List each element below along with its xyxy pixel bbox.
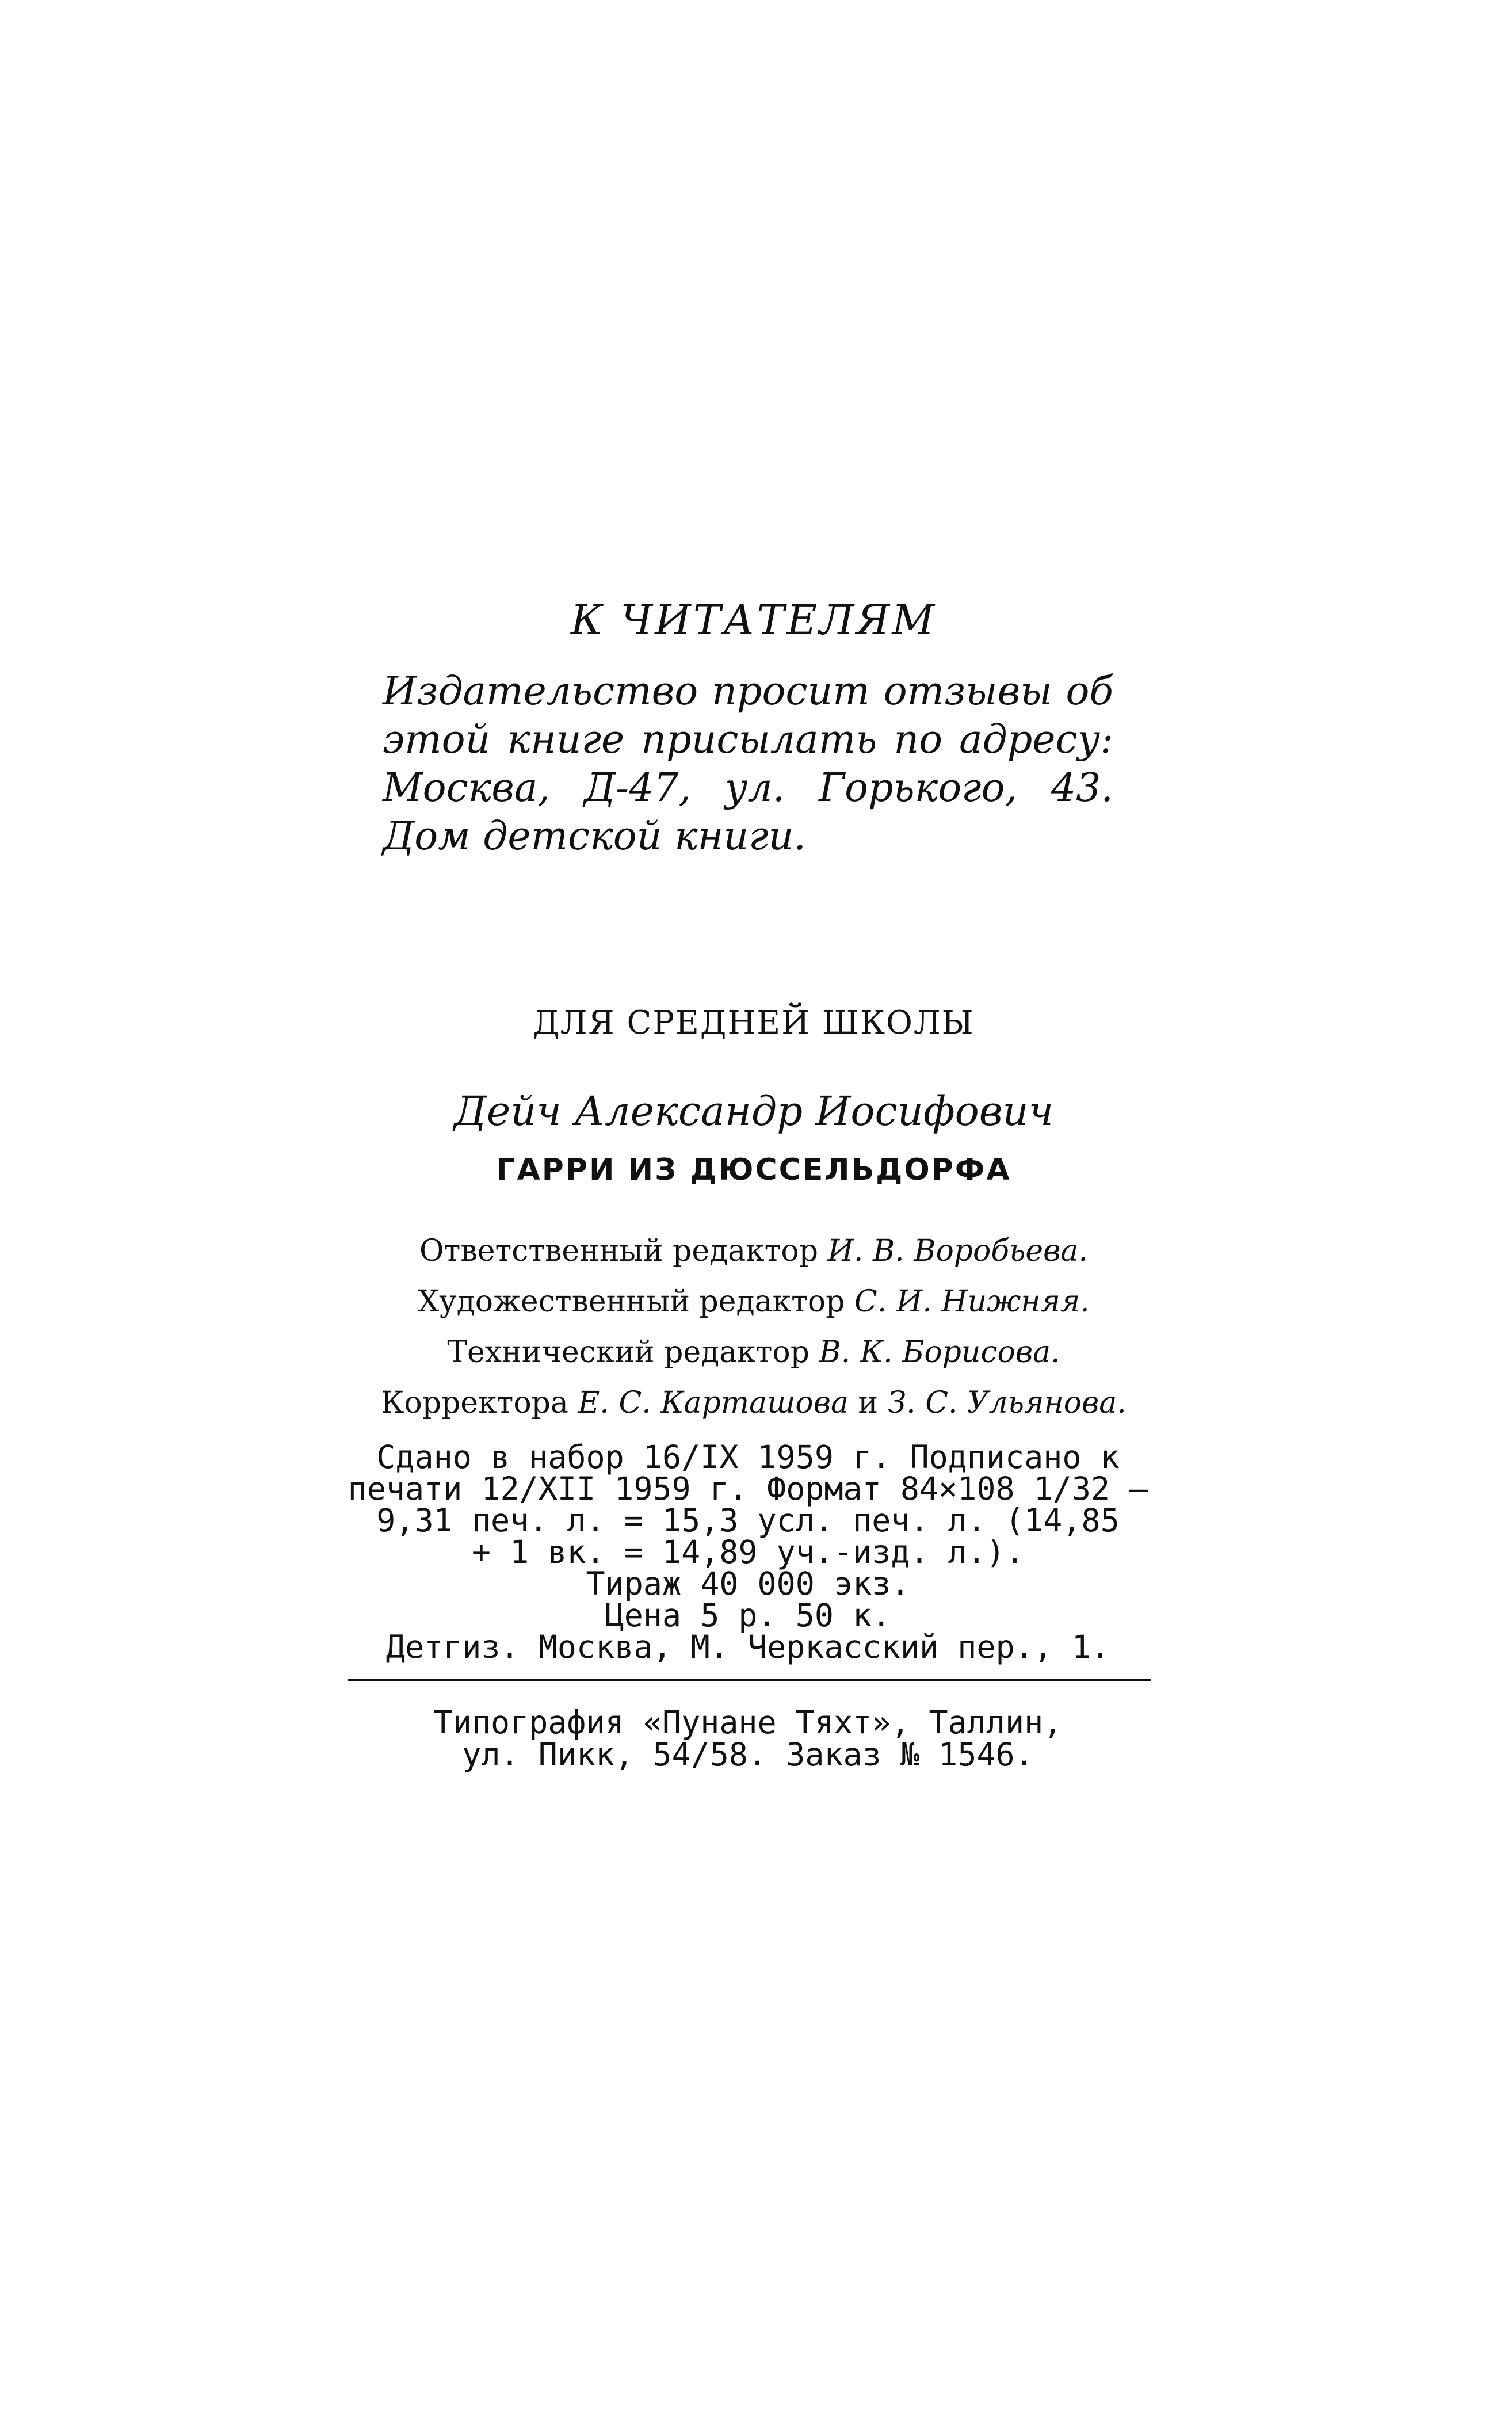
imprint-line: печати 12/XII 1959 г. Формат 84×108 1/32 —: [348, 1470, 1148, 1507]
credit-line-tech-editor: [345, 1327, 1162, 1378]
credit-line-editor: [345, 1226, 1162, 1276]
credit-role: Художественный редактор: [418, 1284, 845, 1319]
imprint-line: Тираж 40 000 экз.: [586, 1565, 910, 1602]
printer-line: ул. Пикк, 54/58. Заказ № 1546.: [462, 1736, 1034, 1773]
printer-line: Типография «Пунане Тяхт», Таллин,: [433, 1704, 1063, 1741]
credit-line-proofreaders: [345, 1378, 1162, 1428]
credit-role: Ответственный редактор: [419, 1234, 819, 1268]
book-title: ГАРРИ ИЗ ДЮССЕЛЬДОРФА: [496, 1153, 1011, 1187]
imprint-details: [345, 1439, 1151, 1665]
credit-role: Технический редактор: [447, 1335, 810, 1370]
credit-conjunction: и: [858, 1386, 879, 1420]
credit-name-2: З. С. Ульянова.: [887, 1386, 1127, 1420]
divider: [348, 1679, 1151, 1681]
printer-details: [345, 1706, 1151, 1771]
credit-role: Корректора: [381, 1386, 568, 1420]
credit-name: С. И. Нижняя.: [854, 1284, 1090, 1319]
imprint-line: Сдано в набор 16/IX 1959 г. Подписано к: [376, 1439, 1120, 1475]
credit-name: В. К. Борисова.: [819, 1335, 1060, 1370]
imprint-line: Цена 5 р. 50 к.: [605, 1597, 891, 1634]
imprint-line: 9,31 печ. л. = 15,3 усл. печ. л. (14,85: [376, 1502, 1120, 1539]
series-label: ДЛЯ СРЕДНЕЙ ШКОЛЫ: [533, 1004, 975, 1042]
readers-heading: К ЧИТАТЕЛЯМ: [570, 596, 937, 644]
imprint-line: Детгиз. Москва, М. Черкасский пер., 1.: [385, 1629, 1110, 1665]
credits: [345, 1226, 1162, 1428]
credit-line-art-editor: [345, 1276, 1162, 1327]
credit-name: И. В. Воробьева.: [827, 1234, 1088, 1268]
imprint-line: + 1 вк. = 14,89 уч.-изд. л.).: [471, 1534, 1025, 1570]
author-name: Дейч Александр Иосифович: [453, 1088, 1054, 1135]
readers-notice: Издательство просит отзывы об этой книге присылать по адресу: Москва, Д-47, ул. Горького, 43. Дом детской книги.: [383, 669, 1113, 859]
credit-name: Е. С. Карташова: [578, 1386, 849, 1420]
